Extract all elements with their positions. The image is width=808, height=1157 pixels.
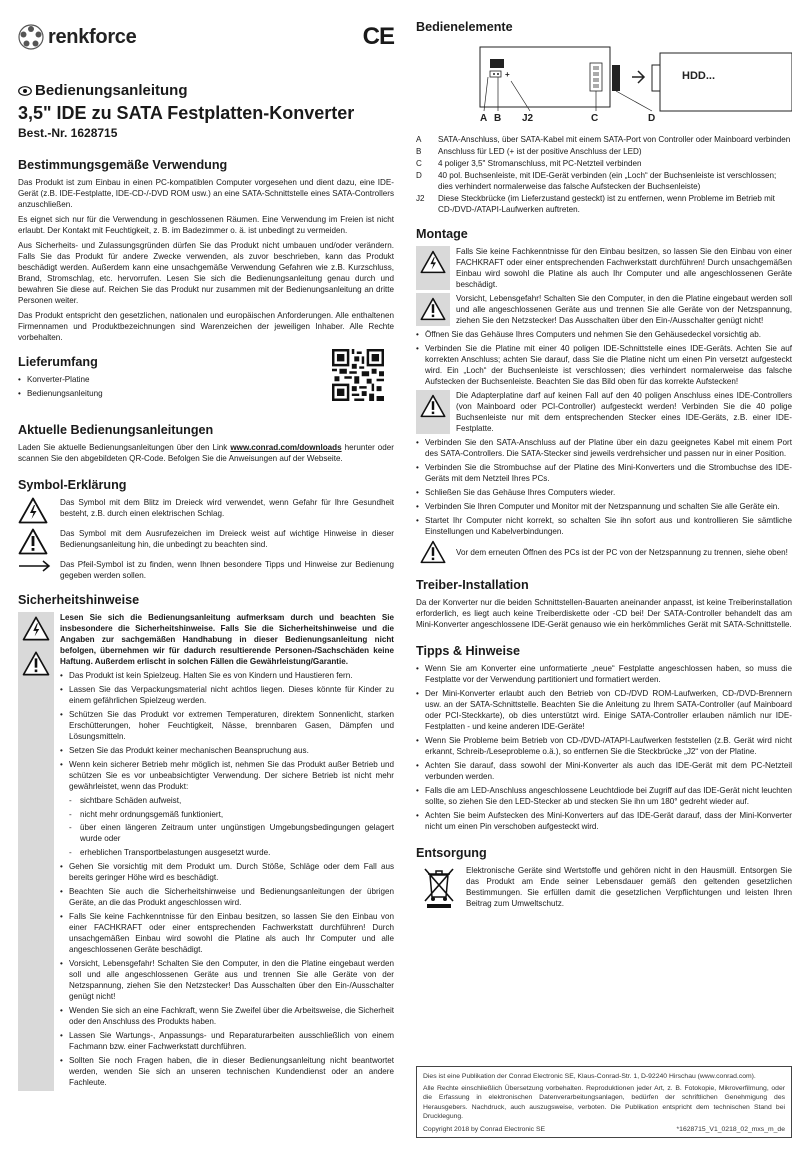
footer-copyright: Copyright 2018 by Conrad Electronic SE xyxy=(423,1125,546,1133)
montage-step: • Verbinden Sie die Platine mit einer 40 poligen IDE-Schnittstelle eines IDE-Geräts. Achten Sie auf korrekten Anschluss; achten Sie darauf, dass Sie die Platine nicht um einen Pin versetzt aufgesteckt wird. Ein „Loch“ der Buchsenleiste ist verschlossen; dies verhindert normalerweise das falsche Aufstecken der Buchsenleiste. Beachten Sie das Bild oben für das korrekte Aufstecken! xyxy=(416,343,792,387)
montage-step: • Startet Ihr Computer nicht korrekt, so schalten Sie ihn sofort aus und kontrollieren Sie sämtliche Einstellungen und Kabelverbindungen. xyxy=(416,515,792,537)
header xyxy=(18,0,394,66)
exclamation-warning-icon xyxy=(420,394,446,418)
hdd-label: HDD... xyxy=(682,70,715,82)
montage-warning xyxy=(416,390,792,434)
montage-step: • Verbinden Sie den SATA-Anschluss auf der Platine über ein dazu geeignetes Kabel mit einem Port des SATA-Controllers. Die SATA-Stecker sind jeweils verdrehsicher und passen nur in einer Position. xyxy=(416,437,792,459)
entsorgung-text: Elektronische Geräte sind Wertstoffe und gehören nicht in den Hausmüll. Entsorgen Sie das Produkt am Ende seiner Lebensdauer gemäß den geltenden gesetzlichen Bestimmungen. Sie erfüllen damit die gesetzlichen Verpflichtungen und leisten Ihren Beitrag zum Umweltschutz. xyxy=(466,866,792,908)
part-key: J2 xyxy=(416,194,425,203)
exclamation-warning-icon xyxy=(420,540,446,564)
exclamation-warning-icon xyxy=(18,528,48,555)
lightning-warning-icon xyxy=(22,616,50,641)
order-number: Best.-Nr. 1628715 xyxy=(18,126,118,140)
label-a: A xyxy=(480,113,488,124)
lightning-warning-icon xyxy=(18,497,48,524)
montage-warning-text: Falls Sie keine Fachkenntnisse für den Einbau besitzen, so lassen Sie den Einbau von einer FACHKRAFT oder einer entsprechenden Fachwerkstatt durchführen! Durch unsachgemäßen Einbau wird sowohl die Platine als auch Ihr Computer und alle angeschlossenen Geräte beschädigt. xyxy=(456,247,792,289)
title-line1 xyxy=(18,82,394,99)
montage-warning-text: Die Adapterplatine darf auf keinen Fall auf den 40 poligen Anschluss eines IDE-Controllers (von Mainboard oder PCI-Controller) aufgesteckt werden! Verbinden Sie die 40 polige Buchsenleiste nur mit dem entsprechenden Stecker eines IDE-Geräts, z.B. einer IDE-Festplatte. xyxy=(456,391,792,433)
safety-item: • Gehen Sie vorsichtig mit dem Produkt um. Durch Stöße, Schläge oder dem Fall aus bereits geringer Höhe wird es beschädigt. xyxy=(60,861,394,883)
part-key: C xyxy=(416,159,422,168)
symbol-row xyxy=(18,497,394,524)
symbol-row xyxy=(18,559,394,581)
verwendung-p4: Das Produkt entspricht den gesetzlichen, nationalen und europäischen Anforderungen. Alle enthaltenen Firmennamen und Produktbezeichnungen sind Warenzeichen der jeweiligen Inhaber. Alle Rechte vorbehalten. xyxy=(18,311,394,342)
montage-warning-text: Vor dem erneuten Öffnen des PCs ist der PC von der Netzspannung zu trennen, siehe oben! xyxy=(456,547,788,557)
exclamation-warning-icon xyxy=(22,651,50,676)
part-key: A xyxy=(416,135,422,144)
safety-item-text: Wenn kein sicherer Betrieb mehr möglich ist, nehmen Sie das Produkt außer Betrieb und schützen Sie es vor unbeabsichtigter Verwendung. Der sichere Betrieb ist nicht mehr gewährleistet, wenn das Produkt: xyxy=(69,760,394,791)
ide-socket xyxy=(612,65,620,91)
footer-rights: Alle Rechte einschließlich Übersetzung vorbehalten. Reproduktionen jeder Art, z. B. Fotokopie, Mikroverfilmung, oder die Erfassung in elektronischen Datenverarbeitungsanlagen, bedürfen der schriftlichen Genehmigung des Herausgebers. Nachdruck, auch auszugsweise, verboten. Die Publikation entspricht dem technischen Stand bei Drucklegung. xyxy=(423,1084,785,1121)
label-d: D xyxy=(648,113,656,124)
part-desc: Anschluss für LED (+ ist der positive Anschluss der LED) xyxy=(438,147,642,156)
montage-step: • Verbinden Sie Ihren Computer und Monitor mit der Netzspannung und schalten Sie alle Geräte ein. xyxy=(416,501,792,512)
sata-connector xyxy=(490,59,504,68)
safety-item: • Lassen Sie das Verpackungsmaterial nicht achtlos liegen. Dieses könnte für Kinder zu einem gefährlichen Spielzeug werden. xyxy=(60,684,394,706)
label-j2: J2 xyxy=(522,113,534,124)
safety-box xyxy=(18,612,394,1091)
part-desc: 40 pol. Buchsenleiste, mit IDE-Gerät verbinden (ein „Loch“ der Buchsenleiste ist verschlossen; dies verhindert normalerweise das falsche Aufstecken der Buchsenleiste) xyxy=(438,171,777,191)
part-row xyxy=(416,134,792,145)
entsorgung-block xyxy=(416,865,792,909)
safety-item: • Das Produkt ist kein Spielzeug. Halten Sie es von Kindern und Haustieren fern. xyxy=(60,670,394,681)
montage-warning xyxy=(416,540,792,564)
safety-item: • Setzen Sie das Produkt keiner mechanischen Beanspruchung aus. xyxy=(60,745,394,756)
doc-type: Bedienungsanleitung xyxy=(35,82,188,99)
tip-item: • Wenn Sie am Konverter eine unformatierte „neue“ Festplatte angeschlossen haben, so muss die Festplatte vor der Verwendung partitioniert und formatiert werden. xyxy=(416,663,792,685)
symbol-row xyxy=(18,528,394,555)
ce-mark: CE xyxy=(362,23,394,50)
safety-item: • Lassen Sie Wartungs-, Anpassungs- und Reparaturarbeiten ausschließlich von einem Fachmann bzw. einer Fachwerkstatt durchführen. xyxy=(60,1030,394,1052)
label-b: B xyxy=(494,113,502,124)
footer-box xyxy=(416,1066,792,1138)
arrow-right-icon xyxy=(18,559,52,573)
tip-item: • Falls die am LED-Anschluss angeschlossene Leuchtdiode bei Zugriff auf das IDE-Gerät nicht leuchten sollte, so ziehen Sie den LED-Stecker ab und stecken Sie ihn um 180° gedreht wieder auf. xyxy=(416,785,792,807)
tip-item: • Der Mini-Konverter erlaubt auch den Betrieb von CD-/DVD ROM-Laufwerken, CD-/DVD-Brennern usw. an der SATA-Schnittstelle. Beachten Sie die Anleitung zu Ihrem SATA-Controller (auf Mainboard oder PCI-Steckkarte), ob dies unterstützt wird. Einige SATA-Controller erlauben nämlich nur IDE-Festplatten - und keine anderen IDE-Geräte! xyxy=(416,688,792,732)
crossed-bin-icon xyxy=(422,865,456,909)
treiber-heading: Treiber-Installation xyxy=(416,578,529,592)
lightning-warning-icon xyxy=(420,250,446,274)
part-row xyxy=(416,170,792,192)
symbol-lightning-text: Das Symbol mit dem Blitz im Dreieck wird verwendet, wenn Gefahr für Ihre Gesundheit besteht, z.B. durch einen elektrischen Schlag. xyxy=(60,498,394,518)
aktuelle-heading: Aktuelle Bedienungsanleitungen xyxy=(18,423,214,437)
right-column xyxy=(416,0,792,909)
part-key: B xyxy=(416,147,422,156)
part-row xyxy=(416,146,792,157)
safety-subitem: - erheblichen Transportbelastungen ausgesetzt wurde. xyxy=(60,847,394,858)
safety-intro: Lesen Sie sich die Bedienungsanleitung aufmerksam durch und beachten Sie insbesondere die Sicherheitshinweise. Falls Sie die Sicherheitshinweise und die Angaben zur sachgemäßen Handhabung in dieser Bedienungsanleitung nicht befolgen, übernehmen wir für dadurch resultierende Personen-/Sachschäden keine Haftung. Außerdem erlischt in solchen Fällen die Gewährleistung/Garantie. xyxy=(60,613,394,666)
lieferumfang-heading: Lieferumfang xyxy=(18,355,98,369)
list-item: • Bedienungsanleitung xyxy=(18,388,394,399)
page-title: 3,5" IDE zu SATA Festplatten-Konverter xyxy=(18,103,355,123)
renkforce-logo-icon xyxy=(18,24,44,50)
safety-item: • Schützen Sie das Produkt vor extremen Temperaturen, direktem Sonnenlicht, starken Erschütterungen, hoher Feuchtigkeit, Nässe, brennbaren Gasen, Dämpfen und Lösungsmitteln. xyxy=(60,709,394,742)
tip-item: • Achten Sie beim Aufstecken des Mini-Konverters auf das IDE-Gerät darauf, dass der Mini-Konverter nicht um einen Pin verschoben aufgesteckt wird. xyxy=(416,810,792,832)
safety-subitem: - sichtbare Schäden aufweist, xyxy=(60,795,394,806)
part-row xyxy=(416,193,792,215)
treiber-text: Da der Konverter nur die beiden Schnittstellen-Bauarten aneinander anpasst, ist keine Treiberinstallation erforderlich, es liegt auch keine Treiberdiskette oder -CD bei! Der SATA-Controller behandelt das am Mini-Konverter angeschlossene IDE-Gerät genauso wie ein herkömmliches Gerät mit SATA-Schnittstelle. xyxy=(416,598,792,629)
safety-item: • Beachten Sie auch die Sicherheitshinweise und Bedienungsanleitungen der übrigen Geräte, an die das Produkt angeschlossen wird. xyxy=(60,886,394,908)
part-desc: 4 poliger 3,5" Stromanschluss, mit PC-Netzteil verbinden xyxy=(438,159,642,168)
svg-text:+: + xyxy=(505,70,510,79)
safety-item: • Vorsicht, Lebensgefahr! Schalten Sie den Computer, in den die Platine eingebaut werden soll und alle angeschlossenen Geräte aus und trennen Sie alle Geräte von der Netzspannung, ziehen Sie den Netzstecker! Das Ausschalten über den Ein-/Ausschalter genügt nicht! xyxy=(60,958,394,1002)
symbol-exclamation-text: Das Symbol mit dem Ausrufezeichen im Dreieck weist auf wichtige Hinweise in dieser Bedienungsanleitung hin, die unbedingt zu beachten sind. xyxy=(60,529,394,549)
safety-subitem: - über einen längeren Zeitraum unter ungünstigen Umgebungsbedingungen gelagert wurde oder xyxy=(60,822,394,844)
safety-item xyxy=(60,759,394,858)
part-row xyxy=(416,158,792,169)
part-desc: Diese Steckbrücke (im Lieferzustand gesteckt) ist zu entfernen, wenn Probleme im Betrieb mit CD-/DVD-/ATAPI-Laufwerken auftreten. xyxy=(438,194,775,214)
aktuelle-post: herunter oder scannen Sie den abgebildeten QR-Code. Befolgen Sie die Anweisungen auf der Webseite. xyxy=(18,443,394,463)
safety-item: • Sollten Sie noch Fragen haben, die in dieser Bedienungsanleitung nicht beantwortet werden, wenden Sie sich an unseren technischen Kundendienst oder an andere Fachleute. xyxy=(60,1055,394,1088)
safety-item: • Falls Sie keine Fachkenntnisse für den Einbau besitzen, so lassen Sie den Einbau von einer FACHKRAFT oder einer entsprechenden Fachwerkstatt durchführen! Durch unsachgemäßen Einbau wird sowohl die Platine als auch Ihr Computer und alle angeschlossenen Geräte beschädigt. xyxy=(60,911,394,955)
verwendung-p3: Aus Sicherheits- und Zulassungsgründen dürfen Sie das Produkt nicht umbauen und/oder verändern. Falls Sie das Produkt für andere Zwecke verwenden, als zuvor beschrieben, kann das Produkt beschädigt werden. Außerdem kann eine unsachgemäße Verwendung Gefahren wie z.B. Kurzschluss, Brand, Stromschlag, etc. hervorrufen. Lesen Sie sich die Bedienungsanleitung genau durch und bewahren Sie diese auf. Reichen Sie das Produkt nur zusammen mit der Bedienungsanleitung an dritte Personen weiter. xyxy=(18,241,394,305)
aktuelle-pre: Laden Sie aktuelle Bedienungsanleitungen über den Link xyxy=(18,443,231,452)
montage-warning xyxy=(416,246,792,290)
brand-name: renkforce xyxy=(48,25,137,48)
tipps-heading: Tipps & Hinweise xyxy=(416,644,521,658)
verwendung-p1: Das Produkt ist zum Einbau in einen PC-kompatiblen Computer vorgesehen und dient dazu, eine IDE-Gerät (z.B. IDE-Festplatte, IDE-CD-/-DVD ROM usw.) an eine SATA-Schnittstelle eines SATA-Controllers anzuschließen. xyxy=(18,178,394,209)
montage-step: • Verbinden Sie die Strombuchse auf der Platine des Mini-Konverters und die Strombuchse des IDE-Geräts mit dem Netzteil Ihres PCs. xyxy=(416,462,792,484)
left-column xyxy=(18,0,394,1091)
entsorgung-heading: Entsorgung xyxy=(416,846,487,860)
exclamation-warning-icon xyxy=(420,297,446,321)
board-diagram xyxy=(416,39,792,125)
eye-icon xyxy=(18,86,32,96)
montage-heading: Montage xyxy=(416,227,468,241)
qr-code[interactable] xyxy=(332,349,384,401)
part-desc: SATA-Anschluss, über SATA-Kabel mit einem SATA-Port von Controller oder Mainboard verbinden xyxy=(438,135,791,144)
tip-item: • Achten Sie darauf, dass sowohl der Mini-Konverter als auch das IDE-Gerät mit dem PC-Netzteil verbunden werden. xyxy=(416,760,792,782)
parts-list xyxy=(416,134,792,215)
symbol-arrow-text: Das Pfeil-Symbol ist zu finden, wenn Ihnen besondere Tipps und Hinweise zur Bedienung gegeben werden sollen. xyxy=(60,560,394,580)
part-key: D xyxy=(416,171,422,180)
download-link[interactable]: www.conrad.com/downloads xyxy=(230,443,342,452)
montage-warning-text: Vorsicht, Lebensgefahr! Schalten Sie den Computer, in den die Platine eingebaut werden soll und alle angeschlossenen Geräte aus und trennen Sie alle Geräte von der Netzspannung, ziehen Sie den Netzstecker! Das Ausschalten über den Ein-/Ausschalter genügt nicht! xyxy=(456,294,792,325)
tip-item: • Wenn Sie Probleme beim Betrieb von CD-/DVD-/ATAPI-Laufwerken feststellen (z.B. Gerät wird nicht erkannt, Schreib-/Leseprobleme o.ä.), so entfernen Sie die Steckbrücke „J2“ von der Platine. xyxy=(416,735,792,757)
symbol-heading: Symbol-Erklärung xyxy=(18,478,127,492)
list-item: • Konverter-Platine xyxy=(18,374,394,385)
aktuelle-text xyxy=(18,442,394,464)
lieferumfang-section xyxy=(18,355,394,407)
safety-subitem: - nicht mehr ordnungsgemäß funktioniert, xyxy=(60,809,394,820)
bedien-heading: Bedienelemente xyxy=(416,20,513,34)
verwendung-heading: Bestimmungsgemäße Verwendung xyxy=(18,158,228,172)
brand-logo xyxy=(18,24,136,50)
footer-doc-code: *1628715_V1_0218_02_mxs_m_de xyxy=(676,1125,785,1133)
footer-publisher: Dies ist eine Publikation der Conrad Electronic SE, Klaus-Conrad-Str. 1, D-92240 Hirschau (www.conrad.com). xyxy=(423,1073,756,1080)
safety-icon-strip xyxy=(18,612,54,1091)
verwendung-p2: Es eignet sich nur für die Verwendung in geschlossenen Räumen. Eine Verwendung im Freien ist nicht erlaubt. Der Kontakt mit Feuchtigkeit, z. B. im Badezimmer o. ä. ist unbedingt zu vermeiden. xyxy=(18,215,394,235)
montage-warning xyxy=(416,293,792,326)
montage-step: • Schließen Sie das Gehäuse Ihres Computers wieder. xyxy=(416,487,792,498)
label-c: C xyxy=(591,113,599,124)
sicherheit-heading: Sicherheitshinweise xyxy=(18,593,140,607)
montage-step: • Öffnen Sie das Gehäuse Ihres Computers und nehmen Sie den Gehäusedeckel vorsichtig ab. xyxy=(416,329,792,340)
safety-item: • Wenden Sie sich an eine Fachkraft, wenn Sie Zweifel über die Arbeitsweise, die Sicherheit oder den Anschluss des Produkts haben. xyxy=(60,1005,394,1027)
